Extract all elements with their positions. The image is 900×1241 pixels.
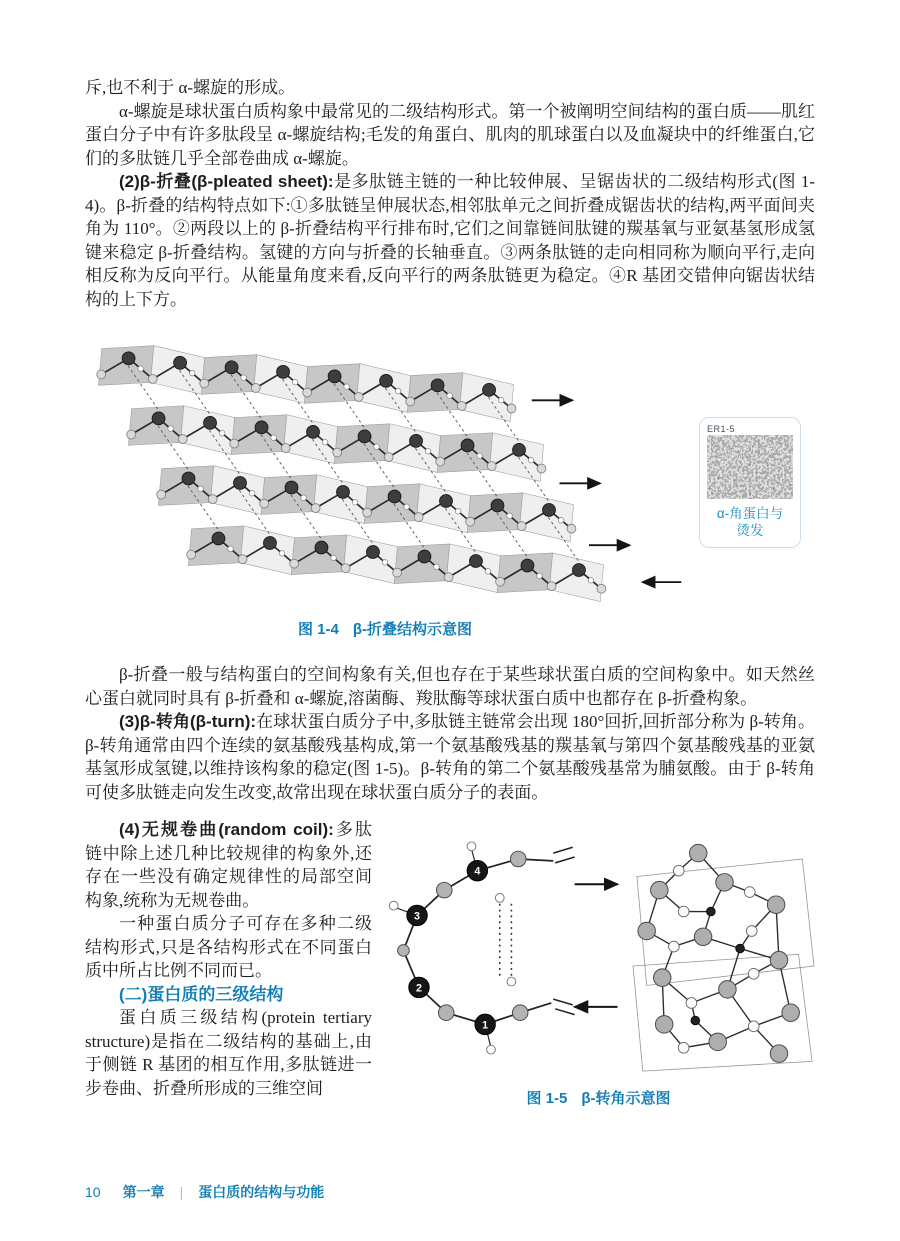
figure-beta-sheet — [85, 331, 815, 639]
paragraph-alpha-helix: α-螺旋是球状蛋白质构象中最常见的二级结构形式。第一个被阐明空间结构的蛋白质——肌红蛋白分子中有许多肽段呈 α-螺旋结构;毛发的角蛋白、肌肉的肌球蛋白以及血凝块中的纤维蛋白,它们的多肽链几乎全部卷曲成 α-螺旋。 — [85, 101, 815, 168]
figure-beta-turn — [372, 818, 815, 1108]
residue-number-2: 2 — [416, 982, 422, 995]
paragraph-random-coil-text: 多肽链中除上述几种比较规律的构象外,还存在一些没有确定规律性的局部空间构象,统称为无规卷曲。 — [85, 820, 373, 910]
beta-sheet-diagram — [85, 331, 685, 608]
chapter-title: 蛋白质的结构与功能 — [198, 1184, 325, 1200]
qr-code-id: ER1-5 — [707, 424, 736, 434]
term-beta-turn: (3)β-转角(β-turn): — [119, 712, 257, 731]
beta-turn-3d-model — [633, 844, 814, 1071]
qr-caption-line1: α-角蛋白与 — [716, 506, 784, 521]
pleated-sheet-group — [85, 341, 624, 602]
footer-divider: | — [179, 1184, 184, 1200]
paragraph-continuation: 斥,也不利于 α-螺旋的形成。 — [85, 78, 296, 97]
chain-direction-arrows — [575, 884, 618, 1007]
chapter-label: 第一章 — [122, 1184, 165, 1200]
qr-code-image — [707, 435, 793, 499]
page-footer — [85, 1182, 324, 1202]
figure-title: β-折叠结构示意图 — [352, 621, 472, 638]
heading-tertiary-structure: (二)蛋白质的三级结构 — [119, 984, 284, 1004]
paragraph-beta-turn — [85, 710, 815, 804]
figure-caption-1-4 — [85, 618, 685, 639]
paragraph-beta-turn-text: 在球状蛋白质分子中,多肽链主链常会出现 180°回折,回折部分称为 β-转角。β-转角通常由四个连续的氨基酸残基构成,第一个氨基酸残基的羰基氧与第四个氨基酸残基的亚氨基氢形成氢键,以维持该构象的稳定(图 1-5)。β-转角的第二个氨基酸残基常为脯氨酸。由于 β-转角可使多肽链走向发生改变,故常出现在球状蛋白质分子的表面。 — [85, 712, 815, 802]
paragraph-tertiary-structure: 蛋白质三级结构(protein tertiary structure)是指在二级结构的基础上,由于侧链 R 基团的相互作用,多肽链进一步卷曲、折叠所形成的三维空间 — [85, 1008, 372, 1098]
paragraph-beta-sheet-occurrence: β-折叠一般与结构蛋白的空间构象有关,但也存在于某些球状蛋白质的空间构象中。如天然丝心蛋白就同时具有 β-折叠和 α-螺旋,溶菌酶、羧肽酶等球状蛋白质中也都存在 β-折叠构象。 — [85, 665, 815, 708]
qr-caption — [707, 505, 793, 539]
qr-resource-block — [699, 417, 801, 548]
paragraph-random-coil — [85, 818, 372, 912]
left-text-column — [85, 818, 372, 1108]
qr-caption-line2: 烫发 — [736, 523, 764, 538]
paragraph-beta-sheet — [85, 170, 815, 311]
figure-label: 图 1-4 — [297, 621, 339, 638]
paragraph-beta-sheet-text: 是多肽链主链的一种比较伸展、呈锯齿状的二级结构形式(图 1-4)。β-折叠的结构特点如下:①多肽链呈伸展状态,相邻肽单元之间折叠成锯齿状的结构,两平面间夹角为 110°。②两段以上的 β-折叠结构平行排布时,它们之间靠链间肽键的羰基氧与亚氨基氢形成氢键来稳定 β-折叠结构。氢键的方向与折叠的长轴垂直。③两条肽链的走向相同称为顺向平行,走向相反称为反向平行。从能量角度来看,反向平行的两条肽链更为稳定。④R 基团交错伸向锯齿状结构的上下方。 — [85, 172, 816, 309]
page-number: 10 — [85, 1184, 101, 1200]
residue-number-3: 3 — [414, 910, 421, 923]
figure-caption-1-5 — [382, 1087, 815, 1108]
figure-label: 图 1-5 — [526, 1089, 568, 1107]
residue-number-1: 1 — [482, 1019, 489, 1032]
paragraph-secondary-summary: 一种蛋白质分子可存在多种二级结构形式,只是各结构形式在不同蛋白质中所占比例不同而已。 — [85, 914, 372, 980]
term-random-coil: (4)无规卷曲(random coil): — [119, 820, 334, 839]
beta-turn-loop — [389, 842, 574, 1054]
figure-title: β-转角示意图 — [581, 1089, 671, 1107]
page-content — [85, 76, 815, 1108]
term-beta-sheet: (2)β-折叠(β-pleated sheet): — [119, 172, 334, 191]
beta-turn-diagram — [382, 822, 815, 1077]
two-column-section — [85, 818, 815, 1108]
figure-beta-sheet-row — [85, 331, 815, 608]
residue-number-4: 4 — [474, 865, 481, 878]
